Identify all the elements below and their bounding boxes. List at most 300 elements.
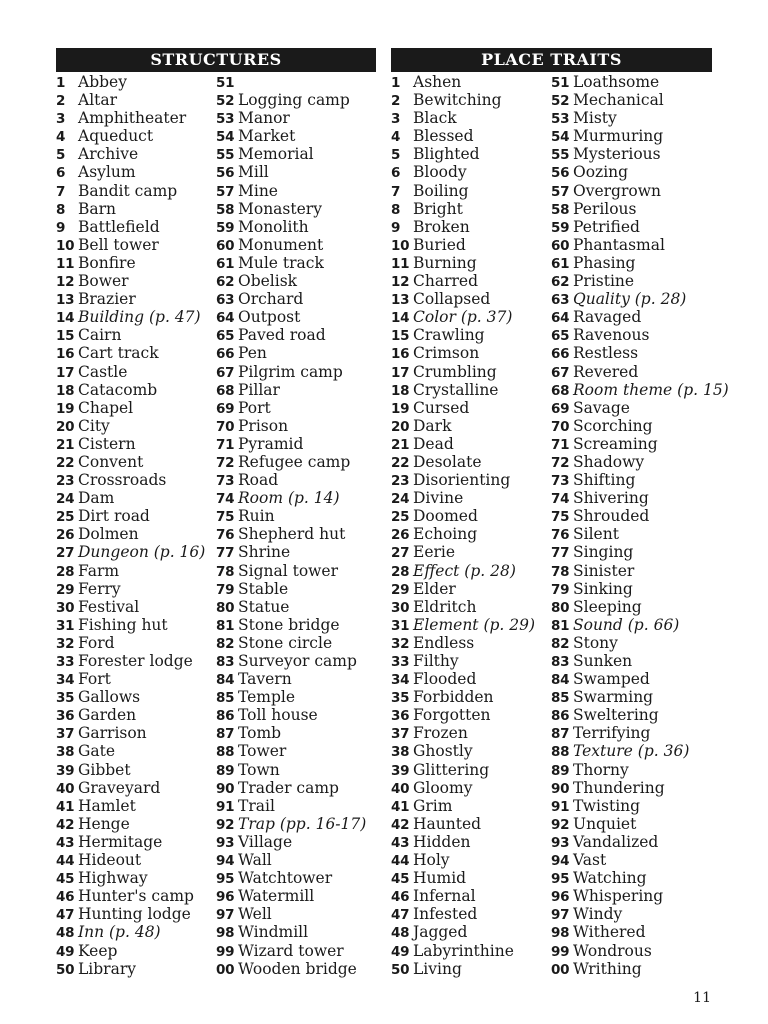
entry-label: Bell tower xyxy=(78,235,159,254)
table-row xyxy=(56,453,216,471)
table-row xyxy=(551,435,711,453)
entry-label: Blighted xyxy=(413,145,480,164)
roll-number: 43 xyxy=(56,834,75,851)
table-row xyxy=(551,326,711,344)
entry-label: Dead xyxy=(413,434,454,453)
table-row xyxy=(391,381,551,399)
table-row xyxy=(551,598,711,616)
table-row xyxy=(56,109,216,127)
table-row xyxy=(391,236,551,254)
entry-label: Pristine xyxy=(573,272,635,291)
roll-number: 72 xyxy=(551,454,570,471)
entry-label: Memorial xyxy=(238,145,314,164)
entry-label: Forgotten xyxy=(413,706,491,725)
entry-label: Buried xyxy=(413,235,466,254)
roll-number: 18 xyxy=(56,382,75,399)
table-row xyxy=(551,634,711,652)
table-row xyxy=(216,145,376,163)
table-row xyxy=(391,435,551,453)
table-row xyxy=(216,182,376,200)
entry-label: Aqueduct xyxy=(78,127,154,146)
roll-number: 29 xyxy=(56,581,75,598)
table-row xyxy=(391,634,551,652)
roll-number: 69 xyxy=(216,400,235,417)
table-row xyxy=(56,580,216,598)
entry-label: Forester lodge xyxy=(78,652,193,670)
table-row xyxy=(391,182,551,200)
roll-number: 49 xyxy=(56,943,75,960)
entry-label: Glittering xyxy=(413,760,490,779)
table-row xyxy=(551,254,711,272)
entry-label: Manor xyxy=(238,109,290,128)
entry-label: Shadowy xyxy=(573,452,645,471)
table-row xyxy=(391,290,551,308)
roll-number: 1 xyxy=(391,75,401,91)
table-row xyxy=(56,218,216,236)
roll-number: 99 xyxy=(216,943,235,960)
entry-label: Windmill xyxy=(238,923,309,942)
entry-label: Windy xyxy=(573,905,623,924)
table-row xyxy=(391,109,551,127)
roll-number: 91 xyxy=(216,798,235,815)
roll-number: 52 xyxy=(551,93,570,110)
entry-label: Restless xyxy=(573,344,639,363)
entry-label: Vandalized xyxy=(573,832,659,851)
entry-label: Bloody xyxy=(413,163,467,182)
entry-label: Catacomb xyxy=(78,380,158,399)
roll-number: 88 xyxy=(551,744,570,761)
table-row xyxy=(56,363,216,381)
entry-label: Doomed xyxy=(413,507,478,526)
roll-number: 6 xyxy=(391,165,401,182)
roll-number: 79 xyxy=(551,581,570,598)
roll-number: 54 xyxy=(216,129,235,146)
roll-number: 65 xyxy=(551,328,570,345)
table-row xyxy=(216,254,376,272)
entry-label: Silent xyxy=(573,525,619,544)
table-row xyxy=(391,779,551,797)
roll-number: 3 xyxy=(56,111,66,128)
roll-number: 76 xyxy=(551,527,570,544)
roll-number: 55 xyxy=(216,147,235,164)
entry-label: Monastery xyxy=(238,199,322,218)
roll-number: 76 xyxy=(216,527,235,544)
table-row xyxy=(216,417,376,435)
table-row xyxy=(391,326,551,344)
roll-number: 60 xyxy=(551,237,570,254)
entry-label: Endless xyxy=(413,633,475,652)
table-row xyxy=(56,851,216,869)
entry-label: Port xyxy=(238,398,271,417)
roll-number: 60 xyxy=(216,237,235,254)
entry-label: Orchard xyxy=(238,290,304,309)
entry-label: Crimson xyxy=(413,344,480,363)
roll-number: 35 xyxy=(56,690,75,707)
table-row xyxy=(551,453,711,471)
table-row xyxy=(216,598,376,616)
roll-number: 47 xyxy=(56,907,75,924)
entry-label: Divine xyxy=(413,489,464,508)
roll-number: 47 xyxy=(391,907,410,924)
table-row xyxy=(216,905,376,923)
table-row xyxy=(551,73,711,91)
table-row xyxy=(391,145,551,163)
table-row xyxy=(391,525,551,543)
table-row xyxy=(391,616,551,634)
structures-header: STRUCTURES xyxy=(56,48,376,72)
table-row xyxy=(216,543,376,561)
table-row xyxy=(216,706,376,724)
roll-number: 71 xyxy=(551,436,570,453)
table-row xyxy=(216,127,376,145)
roll-number: 66 xyxy=(551,346,570,363)
roll-number: 23 xyxy=(56,473,75,490)
roll-number: 99 xyxy=(551,943,570,960)
entry-label: Dolmen xyxy=(78,525,139,544)
table-row xyxy=(391,471,551,489)
structures-table xyxy=(56,48,376,978)
entry-label: Writhing xyxy=(573,959,642,978)
roll-number: 2 xyxy=(56,93,66,110)
entry-label: Living xyxy=(413,959,462,978)
roll-number: 48 xyxy=(56,925,75,942)
entry-label: Murmuring xyxy=(573,127,664,146)
roll-number: 61 xyxy=(551,255,570,272)
roll-number: 98 xyxy=(551,925,570,942)
table-row xyxy=(216,580,376,598)
table-row xyxy=(551,236,711,254)
entry-label: Pyramid xyxy=(238,434,304,453)
entry-label: Hunter's camp xyxy=(78,887,194,906)
entry-label: Mill xyxy=(238,163,269,182)
table-row xyxy=(216,399,376,417)
roll-number: 8 xyxy=(391,201,401,218)
table-row xyxy=(551,145,711,163)
roll-number: 23 xyxy=(391,473,410,490)
roll-number: 75 xyxy=(551,509,570,526)
roll-number: 24 xyxy=(391,491,410,508)
entry-label: Trader camp xyxy=(238,778,339,797)
entry-label: Black xyxy=(413,109,457,128)
table-row xyxy=(216,688,376,706)
table-row xyxy=(551,218,711,236)
table-row xyxy=(391,507,551,525)
table-row xyxy=(216,833,376,851)
place-traits-column-2 xyxy=(551,73,729,978)
entry-label: Twisting xyxy=(573,796,641,815)
table-row xyxy=(216,453,376,471)
table-row xyxy=(56,652,216,670)
structures-column-2 xyxy=(216,73,376,978)
table-row xyxy=(391,453,551,471)
roll-number: 28 xyxy=(56,563,75,580)
entry-label: Village xyxy=(238,832,293,851)
roll-number: 42 xyxy=(56,816,75,833)
roll-number: 92 xyxy=(216,816,235,833)
roll-number: 37 xyxy=(391,726,410,743)
entry-label: Blessed xyxy=(413,127,474,146)
table-row xyxy=(391,761,551,779)
entry-label: Pen xyxy=(238,344,267,363)
table-row xyxy=(551,797,711,815)
table-row xyxy=(391,598,551,616)
table-row xyxy=(216,344,376,362)
table-row xyxy=(216,670,376,688)
table-row xyxy=(391,363,551,381)
table-row xyxy=(216,91,376,109)
table-row xyxy=(56,326,216,344)
entry-label: Ghostly xyxy=(413,742,473,761)
table-row xyxy=(551,652,711,670)
roll-number: 3 xyxy=(391,111,401,128)
table-row xyxy=(216,942,376,960)
entry-label: Sweltering xyxy=(573,706,659,725)
entry-label: Keep xyxy=(78,941,118,960)
roll-number: 57 xyxy=(216,183,235,200)
structures-columns xyxy=(56,73,376,978)
table-row xyxy=(391,399,551,417)
entry-label: Crossroads xyxy=(78,471,167,490)
table-row xyxy=(216,960,376,978)
place-traits-header: PLACE TRAITS xyxy=(391,48,712,72)
entry-label: Frozen xyxy=(413,724,468,743)
entry-label: Bandit camp xyxy=(78,181,178,200)
roll-number: 26 xyxy=(391,527,410,544)
table-row xyxy=(551,942,711,960)
table-row xyxy=(56,598,216,616)
roll-number: 63 xyxy=(216,292,235,309)
entry-label: Texture (p. 36) xyxy=(573,742,690,761)
table-row xyxy=(56,381,216,399)
roll-number: 38 xyxy=(391,744,410,761)
table-row xyxy=(56,417,216,435)
entry-label: Screaming xyxy=(573,434,658,453)
entry-label: Barn xyxy=(78,199,117,218)
roll-number: 44 xyxy=(391,853,410,870)
table-row xyxy=(551,471,711,489)
roll-number: 64 xyxy=(551,310,570,327)
entry-label: Swamped xyxy=(573,670,650,689)
entry-label: Bower xyxy=(78,272,129,291)
table-row xyxy=(56,489,216,507)
entry-label: Overgrown xyxy=(573,181,661,200)
table-row xyxy=(551,308,711,326)
entry-label: Loathsome xyxy=(573,73,660,91)
entry-label: Shrine xyxy=(238,543,291,562)
roll-number: 62 xyxy=(216,274,235,291)
table-row xyxy=(216,381,376,399)
roll-number: 79 xyxy=(216,581,235,598)
table-row xyxy=(216,887,376,905)
entry-label: Phasing xyxy=(573,253,636,272)
roll-number: 51 xyxy=(551,75,570,91)
roll-number: 13 xyxy=(391,292,410,309)
entry-label: Jagged xyxy=(413,923,468,942)
table-row xyxy=(56,525,216,543)
table-row xyxy=(56,815,216,833)
roll-number: 85 xyxy=(216,690,235,707)
entry-label: Watchtower xyxy=(238,869,333,888)
roll-number: 46 xyxy=(391,889,410,906)
table-row xyxy=(216,109,376,127)
entry-label: Misty xyxy=(573,109,617,128)
roll-number: 78 xyxy=(216,563,235,580)
roll-number: 5 xyxy=(391,147,401,164)
table-row xyxy=(56,562,216,580)
roll-number: 31 xyxy=(391,617,410,634)
entry-label: Humid xyxy=(413,869,467,888)
roll-number: 32 xyxy=(56,635,75,652)
table-row xyxy=(551,109,711,127)
roll-number: 81 xyxy=(551,617,570,634)
table-row xyxy=(56,742,216,760)
table-row xyxy=(56,779,216,797)
entry-label: Haunted xyxy=(413,814,482,833)
entry-label: Desolate xyxy=(413,452,482,471)
entry-label: Infested xyxy=(413,905,478,924)
entry-label: Refugee camp xyxy=(238,452,351,471)
table-row xyxy=(391,543,551,561)
entry-label: Singing xyxy=(573,543,634,562)
roll-number: 22 xyxy=(391,454,410,471)
roll-number: 26 xyxy=(56,527,75,544)
table-row xyxy=(551,960,711,978)
entry-label: Fort xyxy=(78,670,111,689)
table-row xyxy=(56,272,216,290)
entry-label: Perilous xyxy=(573,199,637,218)
roll-number: 10 xyxy=(391,237,410,254)
entry-label: Signal tower xyxy=(238,561,339,580)
entry-label: Stony xyxy=(573,633,618,652)
roll-number: 50 xyxy=(391,961,410,978)
table-row xyxy=(216,562,376,580)
table-row xyxy=(216,923,376,941)
table-row xyxy=(391,580,551,598)
table-row xyxy=(216,761,376,779)
roll-number: 66 xyxy=(216,346,235,363)
roll-number: 54 xyxy=(551,129,570,146)
entry-label: Farm xyxy=(78,561,120,580)
table-row xyxy=(551,543,711,561)
roll-number: 38 xyxy=(56,744,75,761)
roll-number: 97 xyxy=(551,907,570,924)
table-row xyxy=(551,616,711,634)
table-row xyxy=(216,724,376,742)
table-row xyxy=(56,869,216,887)
entry-label: Crawling xyxy=(413,326,485,345)
entry-label: Bewitching xyxy=(413,91,502,110)
entry-label: Surveyor camp xyxy=(238,652,357,670)
entry-label: Tomb xyxy=(238,724,282,743)
entry-label: Holy xyxy=(413,851,450,870)
roll-number: 62 xyxy=(551,274,570,291)
roll-number: 56 xyxy=(216,165,235,182)
table-row xyxy=(216,200,376,218)
roll-number: 97 xyxy=(216,907,235,924)
roll-number: 28 xyxy=(391,563,410,580)
table-row xyxy=(56,942,216,960)
entry-label: Toll house xyxy=(238,706,318,725)
place-traits-table xyxy=(391,48,729,978)
entry-label: Disorienting xyxy=(413,471,511,490)
roll-number: 82 xyxy=(551,635,570,652)
table-row xyxy=(391,562,551,580)
roll-number: 36 xyxy=(56,708,75,725)
roll-number: 87 xyxy=(216,726,235,743)
entry-label: Monolith xyxy=(238,217,309,236)
table-row xyxy=(551,380,729,399)
table-row xyxy=(391,73,551,91)
table-row xyxy=(391,344,551,362)
entry-label: Outpost xyxy=(238,308,301,327)
table-row xyxy=(216,471,376,489)
roll-number: 27 xyxy=(56,545,75,562)
roll-number: 53 xyxy=(551,111,570,128)
entry-label: Trap (pp. 16-17) xyxy=(238,814,367,833)
table-row xyxy=(391,887,551,905)
roll-number: 21 xyxy=(56,436,75,453)
roll-number: 00 xyxy=(216,961,235,978)
table-row xyxy=(391,923,551,941)
table-row xyxy=(216,616,376,634)
roll-number: 33 xyxy=(391,654,410,670)
table-row xyxy=(551,290,711,308)
entry-label: Bonfire xyxy=(78,253,136,272)
roll-number: 22 xyxy=(56,454,75,471)
table-row xyxy=(56,254,216,272)
roll-number: 55 xyxy=(551,147,570,164)
entry-label: Watching xyxy=(573,869,647,888)
table-row xyxy=(216,363,376,381)
roll-number: 9 xyxy=(391,219,401,236)
entry-label: Henge xyxy=(78,814,130,833)
roll-number: 42 xyxy=(391,816,410,833)
table-row xyxy=(216,218,376,236)
table-row xyxy=(551,127,711,145)
table-row xyxy=(56,163,216,181)
table-row xyxy=(551,182,711,200)
table-row xyxy=(391,833,551,851)
entry-label: Ruin xyxy=(238,507,275,526)
entry-label: Shepherd hut xyxy=(238,525,346,544)
table-row xyxy=(56,91,216,109)
entry-label: Room (p. 14) xyxy=(238,489,340,508)
roll-number: 40 xyxy=(391,780,410,797)
roll-number: 58 xyxy=(551,201,570,218)
roll-number: 6 xyxy=(56,165,66,182)
entry-label: Garrison xyxy=(78,724,147,743)
table-row xyxy=(56,435,216,453)
roll-number: 15 xyxy=(56,328,75,345)
table-row xyxy=(56,236,216,254)
roll-number: 11 xyxy=(391,255,410,272)
table-row xyxy=(551,706,711,724)
roll-number: 17 xyxy=(391,364,410,381)
entry-label: Stone bridge xyxy=(238,615,340,634)
table-row xyxy=(56,960,216,978)
table-row xyxy=(551,923,711,941)
table-row xyxy=(551,562,711,580)
entry-label: Ravaged xyxy=(573,308,642,327)
table-row xyxy=(216,869,376,887)
roll-number: 77 xyxy=(216,545,235,562)
roll-number: 90 xyxy=(551,780,570,797)
entry-label: Mysterious xyxy=(573,145,661,164)
roll-number: 19 xyxy=(391,400,410,417)
entry-label: Mine xyxy=(238,181,278,200)
table-row xyxy=(391,652,551,670)
table-row xyxy=(551,363,711,381)
